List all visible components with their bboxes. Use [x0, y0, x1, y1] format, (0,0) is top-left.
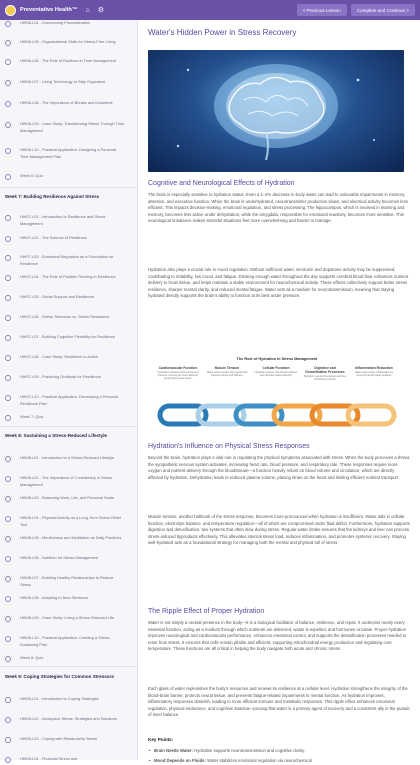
sidebar-lesson[interactable]	[0, 274, 138, 281]
top-bar	[0, 0, 420, 20]
lesson-status-icon	[5, 456, 11, 462]
lesson-status-icon	[5, 375, 11, 381]
lesson-label: HW07-L04 - The Role of Positive Thinking in Resilience	[20, 274, 116, 279]
lesson-status-icon	[5, 335, 11, 341]
infographic-column	[205, 366, 249, 377]
lesson-label: HW08-L10 - Practical Application: Creating a Stress-Sustaining Plan	[20, 635, 111, 647]
lesson-label: HW08-L05 - Mindfulness and Meditation as Daily Practices	[20, 535, 122, 540]
lesson-label: HW06-L07 - Using Technology to Stay Organized	[20, 79, 105, 84]
sidebar-lesson[interactable]	[0, 100, 138, 107]
infographic-column	[303, 366, 347, 381]
key-point-item	[154, 758, 408, 765]
gear-icon[interactable]: ⚙	[97, 7, 105, 14]
quiz-status-icon	[5, 415, 11, 421]
paragraph-ripple-2: Each glass of water replenishes the body's resources and renews its resilience at a cellular level. Hydration strengthens the integrity of the blood-brain barrier, protects neural tissue, and prevents fatigue-related impairments in mental function. As hydration improves, inflammatory responses diminish, leading to more efficient immune and metabolic responses. This ripple effect enhances emotional regulation, physical endurance, and cognitive stamina—proving that water is a primary agent of recovery and a consistent ally in the pursuit of inner balance.	[148, 686, 410, 718]
brain-hero-image	[148, 50, 404, 172]
sidebar-lesson[interactable]	[0, 716, 138, 723]
infographic-column-title: Muscle Tension	[214, 366, 240, 370]
lesson-label: HW09-L02 - Workplace Stress: Strategies and Solutions	[20, 716, 117, 721]
infographic-column-text: Water helps reduce inflammation by removing harmful waste products.	[354, 371, 394, 378]
sidebar-lesson[interactable]	[0, 20, 138, 27]
key-point-item	[154, 748, 408, 755]
lesson-label: HW07-L10 - Practical Application: Developing a Personal Resilience Plan	[20, 394, 119, 406]
sidebar-lesson[interactable]	[0, 535, 138, 542]
sidebar-lesson[interactable]	[0, 475, 138, 488]
lesson-status-icon	[5, 636, 11, 642]
page-title: Water's Hidden Power in Stress Recovery	[148, 28, 297, 37]
lesson-status-icon	[5, 737, 11, 743]
lesson-label: HW08-L08 - Adapting to New Stressors	[20, 595, 88, 600]
lesson-status-icon	[5, 80, 11, 86]
sidebar-lesson[interactable]	[0, 495, 138, 502]
lesson-status-icon	[5, 148, 11, 154]
quiz-status-icon	[5, 656, 11, 662]
key-point-text: Hydration supports neurotransmission and cognitive clarity.	[193, 748, 306, 753]
lesson-label: HW09-L03 - Coping with Relationship Stress	[20, 736, 97, 741]
lesson-label: HW06-L08 - The Importance of Breaks and Downtime	[20, 100, 113, 105]
paragraph-physical-2: Muscle tension, another hallmark of the stress response, becomes more pronounced when hydration is insufficient. Water aids in cellular function, electrolyte balance, and temperature regulation—all of which are compromised under fluid deficit. Furthermore, hydration supports digestion and detoxification, two systems that often slow during stress. Regular water intake ensures that the kidneys and liver can process stress-induced byproducts effectively. This alleviates internal stress load, reduces inflammation, and promotes systemic recovery. Staying well-hydrated acts as a foundational strategy for managing both the mental and physical toll of stress.	[148, 514, 410, 546]
sidebar-lesson[interactable]	[0, 79, 138, 86]
brand	[0, 0, 138, 20]
lesson-label: HW06-L04 - Overcoming Procrastination	[20, 20, 91, 25]
quiz-label: Week 6: Quiz	[20, 173, 44, 178]
section-title-week7[interactable]: Week 7: Building Resilience Against Stress	[5, 194, 100, 199]
lesson-label: HW08-L02 - The Importance of Consistency in Stress Management	[20, 475, 113, 487]
sidebar-lesson[interactable]	[0, 394, 138, 407]
lesson-status-icon	[5, 516, 11, 522]
heading-cognitive: Cognitive and Neurological Effects of Hydration	[148, 180, 295, 187]
quiz-label: Week 8: Quiz	[20, 655, 44, 660]
sidebar-lesson[interactable]	[0, 515, 138, 528]
heading-ripple: The Ripple Effect of Proper Hydration	[148, 608, 265, 615]
infographic-column-title: Cellular Function	[262, 366, 290, 370]
lesson-label: HW07-L07 - Building Cognitive Flexibility for Resilience	[20, 334, 115, 339]
lesson-status-icon	[5, 122, 11, 128]
lesson-status-icon	[5, 496, 11, 502]
sidebar-lesson[interactable]	[0, 455, 138, 462]
sidebar-quiz[interactable]	[0, 655, 138, 662]
chain-links-graphic	[154, 398, 400, 432]
lesson-status-icon	[5, 315, 11, 321]
sidebar-lesson[interactable]	[0, 147, 138, 160]
lesson-status-icon	[5, 536, 11, 542]
sidebar-lesson[interactable]	[0, 595, 138, 602]
sidebar-lesson[interactable]	[0, 615, 138, 622]
lesson-label: HW07-L09 - Practicing Gratitude for Resilience	[20, 374, 101, 379]
brand-name: Preventative Health™	[20, 7, 78, 13]
section-divider	[0, 187, 138, 188]
lesson-status-icon	[5, 236, 11, 242]
brand-logo	[5, 5, 16, 16]
hydration-infographic	[154, 356, 400, 436]
infographic-column-text: Hydration maintains blood volume and pressure, ensuring the heart efficiently pumps blood under stress.	[157, 371, 199, 381]
heading-physical: Hydration's Influence on Physical Stress Responses	[148, 443, 310, 450]
course-sidebar	[0, 20, 138, 760]
lesson-label: HW07-L05 - Social Support and Resilience	[20, 294, 94, 299]
section-divider	[0, 426, 138, 427]
quiz-label: Week 7: Quiz	[20, 414, 44, 419]
infographic-column-text: Hydration ensures cells absorb nutrients and eliminate waste efficiently.	[254, 371, 298, 378]
sidebar-lesson[interactable]	[0, 354, 138, 361]
lesson-status-icon	[5, 476, 11, 482]
lesson-status-icon	[5, 717, 11, 723]
lesson-status-icon	[5, 576, 11, 582]
lesson-label: HW06-L05 - Organizational Skills for Stress-Free Living	[20, 39, 116, 44]
section-title-week9[interactable]: Week 9: Coping Strategies for Common Stressors	[5, 674, 114, 679]
previous-lesson-button[interactable]: < Previous Lesson	[297, 4, 347, 16]
lesson-status-icon	[5, 275, 11, 281]
lesson-status-icon	[5, 40, 11, 46]
infographic-title: The Role of Hydration in Stress Management	[236, 357, 318, 361]
key-point-bold: Brain Needs Water:	[154, 748, 194, 753]
lesson-label: HW07-L01 - Introduction to Resilience and Stress Management	[20, 214, 106, 226]
sidebar-lesson[interactable]	[0, 214, 138, 227]
lesson-label: HW07-L06 - Stress Tolerance vs. Stress Resistance	[20, 314, 110, 319]
lesson-content	[138, 20, 420, 763]
section-title-week8[interactable]: Week 8: Sustaining a Stress-Reduced Lifestyle	[5, 433, 108, 438]
lesson-label: HW08-L06 - Nutrition for Stress Management	[20, 555, 99, 560]
lesson-label: HW07-L08 - Case Study: Resilience in Action	[20, 354, 99, 359]
lesson-label: HW08-L03 - Balancing Work, Life, and Personal Goals	[20, 495, 114, 500]
lesson-status-icon	[5, 697, 11, 703]
infographic-column-title: Cardiovascular Function	[158, 366, 198, 370]
key-points-title: Key Points:	[148, 737, 174, 742]
sidebar-lesson[interactable]	[0, 314, 138, 321]
infographic-column-text: Water helps muscles stay relaxed and prevents cramps and stiffness.	[206, 371, 248, 378]
paragraph-cognitive-2: Hydration also plays a crucial role in mood regulation. Without sufficient water, serotonin and dopamine activity may be suppressed, contributing to irritability, low mood, and fatigue. Drinking enough water throughout the day supports cerebral blood flow, enhances nutrient delivery to brain tissue, and helps maintain a stable environment for neurochemical activity. These effects collectively support better stress resilience, sharper mental clarity, and reduced mental fatigue. Water acts as a medium for neurotransmission, meaning that staying hydrated directly supports the brain's ability to function at its best under pressure.	[148, 267, 409, 299]
sidebar-quiz[interactable]	[0, 414, 138, 421]
lesson-status-icon	[5, 596, 11, 602]
paragraph-ripple-1: Water is not simply a neutral presence in the body—it is a biological facilitator of balance, resilience, and repair. It underpins nearly every essential function, acting as a medium through which nutrients are delivered, waste is expelled, and hormones circulate. Proper hydration improves neurological and cardiovascular performance, enhances emotional control, and supports the detoxification processes needed to reset from stress. It ensures that cells remain pliable and efficient, supporting mitochondrial energy production and regulating core temperature. These functions are all critical in helping the body navigate both acute and chronic stress.	[148, 620, 407, 652]
lesson-label: HW08-L01 - Introduction to a Stress-Reduced Lifestyle	[20, 455, 115, 460]
lesson-label: HW08-L04 - Physical Activity as a Long-Term Stress Relief Tool	[20, 515, 121, 527]
lesson-status-icon	[5, 21, 11, 27]
lesson-status-icon	[5, 101, 11, 107]
lesson-status-icon	[5, 395, 11, 401]
sidebar-lesson[interactable]	[0, 756, 138, 763]
lesson-nav	[297, 4, 415, 16]
lesson-status-icon	[5, 59, 11, 65]
lesson-status-icon	[5, 355, 11, 361]
lesson-label: HW06-L10 - Practical Application: Designing a Personal Time Management Plan	[20, 147, 117, 159]
paragraph-physical-1: Beyond the brain, hydration plays a vital role in regulating the physical symptoms associated with stress. When the body perceives a threat, the sympathetic nervous system activates, increasing heart rate, blood pressure, and respiratory rate. These responses require more oxygen and nutrient delivery through the bloodstream—a function heavily reliant on blood volume and circulation, which are directly affected by hydration. Dehydration leads to reduced plasma volume, placing strain on the heart and limiting efficient nutrient transport.	[148, 455, 410, 480]
home-icon[interactable]: ⌂	[85, 6, 90, 14]
lesson-status-icon	[5, 215, 11, 221]
sidebar-quiz[interactable]	[0, 173, 138, 180]
sidebar-lesson[interactable]	[0, 555, 138, 562]
lesson-label: HW07-L03 - Emotional Regulation as a Foundation for Resilience	[20, 254, 114, 266]
section-divider	[0, 666, 138, 667]
sidebar-lesson[interactable]	[0, 121, 138, 134]
lesson-label: HW08-L09 - Case Study: Living a Stress-Reduced Life	[20, 615, 115, 620]
lesson-label: HW07-L02 - The Science of Resilience	[20, 235, 87, 240]
sidebar-lesson[interactable]	[0, 254, 138, 267]
infographic-column	[254, 366, 298, 377]
sidebar-lesson[interactable]	[0, 39, 138, 46]
infographic-column-text: Hydration supports the kidneys and liver in flushing out toxins.	[303, 375, 347, 382]
lesson-label: HW09-L04 - Financial Stress and	[20, 756, 78, 761]
key-point-bold: Mood Depends on Fluids:	[154, 758, 206, 763]
complete-and-continue-button[interactable]: Complete and Continue >	[351, 4, 415, 16]
sidebar-lesson[interactable]	[0, 635, 138, 648]
lesson-label: HW09-L01 - Introduction to Coping Strategies	[20, 696, 99, 701]
infographic-column-title: Inflammation Reduction	[355, 366, 393, 370]
quiz-status-icon	[5, 174, 11, 180]
sidebar-lesson[interactable]	[0, 736, 138, 743]
sidebar-lesson[interactable]	[0, 575, 138, 588]
sidebar-lesson[interactable]	[0, 334, 138, 341]
sidebar-lesson[interactable]	[0, 696, 138, 703]
lesson-status-icon	[5, 757, 11, 763]
infographic-column	[352, 366, 396, 377]
infographic-column	[156, 366, 200, 380]
lesson-label: HW08-L07 - Building Healthy Relationships to Reduce Stress	[20, 575, 114, 587]
key-point-text: Water stabilizes emotional regulation via neurochemical	[205, 758, 312, 763]
paragraph-cognitive-1: The brain is especially sensitive to hydration status. Even a 1–2% decrease in body water can lead to noticeable impairments in memory, attention, and executive function. When the brain is underhydrated, neurotransmitter production slows, and electrical activity becomes less efficient. This impacts decision-making, emotional regulation, and stress processing. The hippocampus, which is involved in learning and memory, becomes less active under dehydration, while the amygdala, responsible for emotional reactivity, becomes more sensitive. This neurological imbalance makes stressful situations feel more overwhelming and harder to manage.	[148, 192, 408, 224]
infographic-column-title: Digestive and Detoxification Processes	[305, 366, 345, 374]
lesson-label: HW06-L06 - The Role of Routines in Time Management	[20, 58, 116, 63]
lesson-status-icon	[5, 616, 11, 622]
sidebar-lesson[interactable]	[0, 294, 138, 301]
lesson-status-icon	[5, 295, 11, 301]
lesson-status-icon	[5, 556, 11, 562]
lesson-status-icon	[5, 255, 11, 261]
lesson-label: HW06-L09 - Case Study: Transforming Stress Through Time Management	[20, 121, 125, 133]
sidebar-lesson[interactable]	[0, 235, 138, 242]
sidebar-lesson[interactable]	[0, 58, 138, 65]
sidebar-lesson[interactable]	[0, 374, 138, 381]
